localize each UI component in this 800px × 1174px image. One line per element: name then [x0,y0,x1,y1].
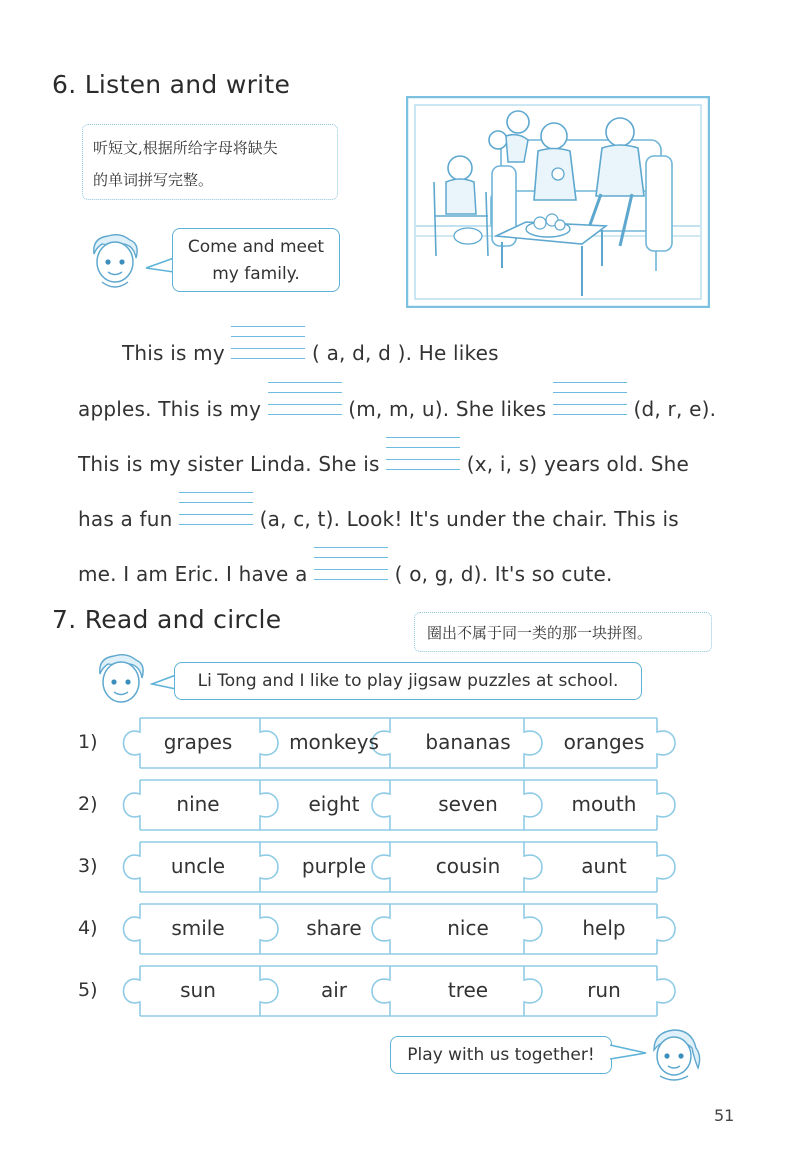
girl-avatar [644,1026,706,1084]
passage-line-4 [78,506,679,531]
blank-input-6[interactable] [314,561,388,581]
puzzle-piece-word[interactable]: oranges [563,730,645,754]
puzzle-row [112,900,684,958]
puzzle-piece-word[interactable]: nice [447,916,489,940]
boy-avatar [86,232,144,294]
row-number: 5) [78,979,98,1001]
blank-input-2[interactable] [268,396,342,416]
passage-line-1 [122,340,499,365]
puzzle-piece-word[interactable]: seven [438,792,498,816]
row-number: 4) [78,917,98,939]
family-illustration [406,96,710,308]
passage-line-5 [78,561,613,586]
section-6-title: 6. Listen and write [52,70,291,99]
puzzle-piece-word[interactable]: share [306,916,362,940]
puzzle-piece-word[interactable]: aunt [581,854,627,878]
boy-avatar-2 [92,652,150,710]
passage-text: This is my [122,341,225,365]
instruction-line-1: 听短文,根据所给字母将缺失 [93,139,278,157]
passage-text: This is my sister Linda. She is [78,452,380,476]
bubble-line-2: my family. [212,264,300,284]
puzzle-piece-word[interactable]: monkeys [289,730,379,754]
instruction-box-7 [414,612,712,652]
puzzle-row [112,962,684,1020]
speech-bubble-jigsaw [174,662,642,700]
puzzle-piece-word[interactable]: sun [180,978,216,1002]
puzzle-row [112,838,684,896]
row-number: 1) [78,731,98,753]
passage-text: ( o, g, d). It's so cute. [394,562,613,586]
page-number: 51 [714,1106,735,1125]
passage-line-2 [78,396,716,421]
puzzle-piece-word[interactable]: help [582,916,626,940]
speech-bubble-come-meet [172,228,340,292]
blank-input-5[interactable] [179,506,253,526]
blank-input-1[interactable] [231,340,305,360]
passage-text: has a fun [78,507,173,531]
instruction-line-2: 的单词拼写完整。 [93,171,214,189]
blank-input-4[interactable] [386,451,460,471]
puzzle-piece-word[interactable]: smile [171,916,225,940]
blank-input-3[interactable] [553,396,627,416]
puzzle-piece-word[interactable]: eight [308,792,360,816]
passage-text: ( a, d, d ). He likes [312,341,499,365]
puzzle-piece-word[interactable]: tree [447,978,489,1002]
passage-line-3 [78,451,689,476]
puzzle-piece-word[interactable]: purple [301,854,367,878]
puzzle-piece-word[interactable]: bananas [425,730,511,754]
passage-text: (a, c, t). Look! It's under the chair. This is [259,507,679,531]
bubble-tail [608,1042,648,1064]
puzzle-piece-word[interactable]: cousin [435,854,501,878]
speech-bubble-play [390,1036,612,1074]
puzzle-piece-word[interactable]: uncle [170,854,226,878]
passage-text: (m, m, u). She likes [348,397,547,421]
passage-text: (d, r, e). [633,397,717,421]
bubble-line-1: Come and meet [187,237,325,257]
instruction-text-7: 圈出不属于同一类的那一块拼图。 [427,624,653,642]
bubble-text: Li Tong and I like to play jigsaw puzzles at school. [197,671,619,691]
passage-text: apples. This is my [78,397,262,421]
puzzle-piece-word[interactable]: mouth [571,792,637,816]
puzzle-piece-word[interactable]: nine [176,792,220,816]
passage-text: (x, i, s) years old. She [466,452,690,476]
puzzle-piece-word[interactable]: air [320,978,348,1002]
passage-text: me. I am Eric. I have a [78,562,308,586]
row-number: 3) [78,855,98,877]
puzzle-row [112,714,684,772]
row-number: 2) [78,793,98,815]
section-7-title: 7. Read and circle [52,605,282,634]
puzzle-piece-word[interactable]: grapes [163,730,233,754]
puzzle-piece-word[interactable]: run [587,978,621,1002]
bubble-text: Play with us together! [407,1045,595,1065]
puzzle-row [112,776,684,834]
instruction-box [82,124,338,200]
